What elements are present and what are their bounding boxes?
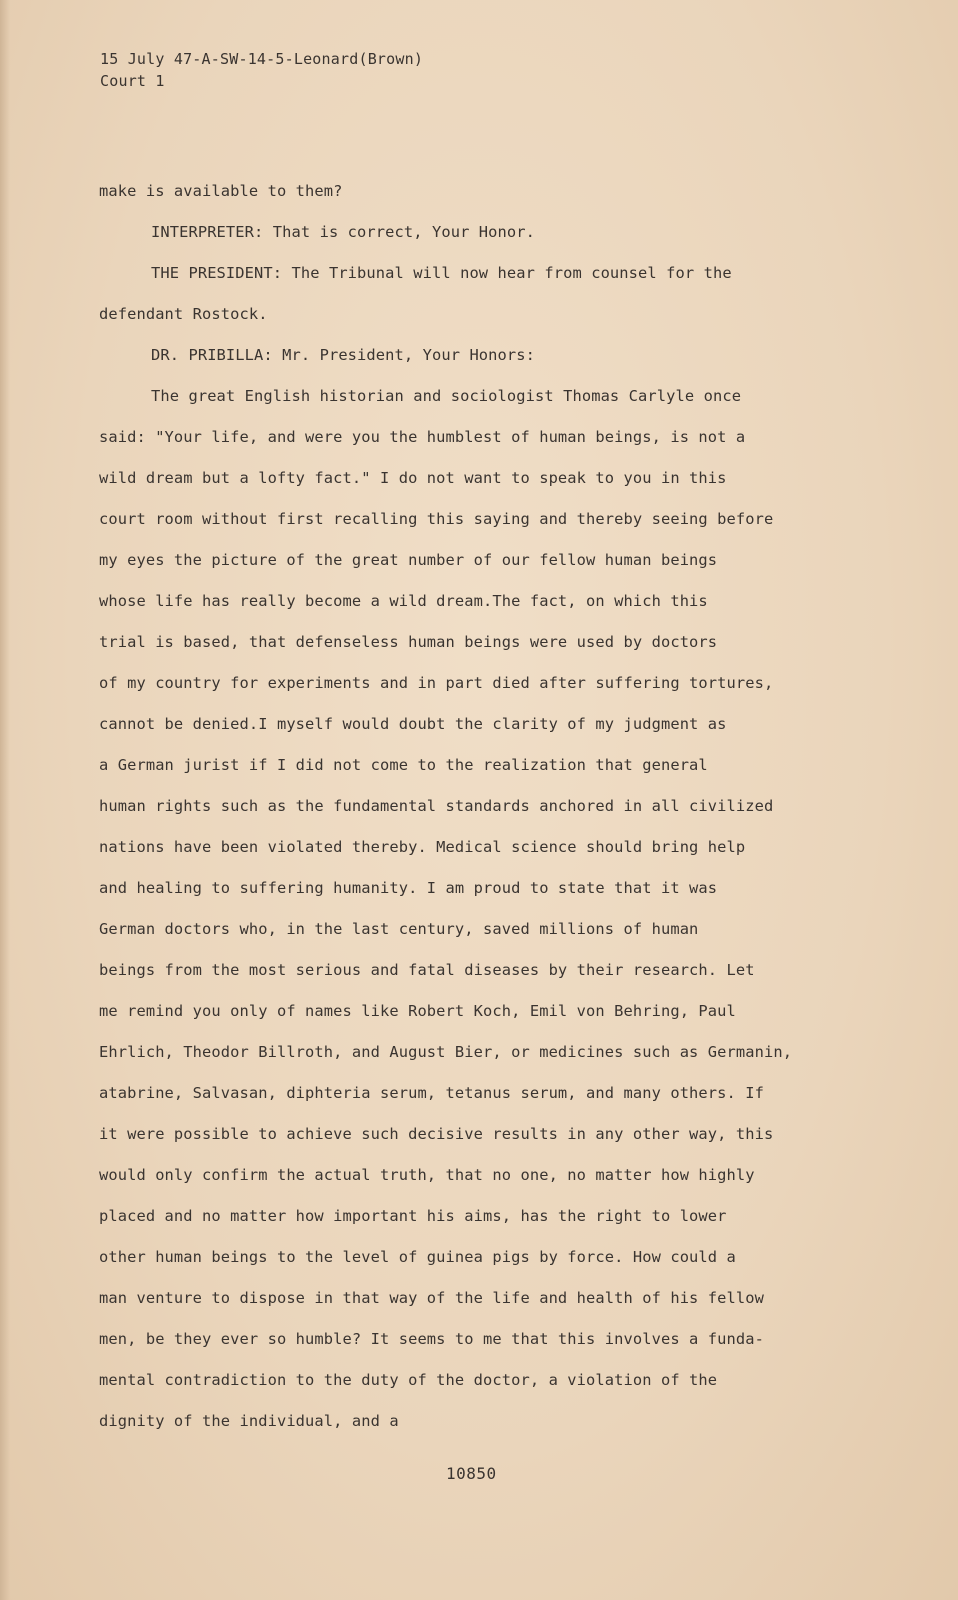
text-line: man venture to dispose in that way of the life and health of his fellow xyxy=(99,1289,764,1307)
text-line: THE PRESIDENT: The Tribunal will now hear from counsel for the xyxy=(151,264,732,282)
transcript-body xyxy=(99,171,879,1442)
text-line: and healing to suffering humanity. I am proud to state that it was xyxy=(99,879,718,897)
text-line: defendant Rostock. xyxy=(99,305,268,323)
text-line: placed and no matter how important his aims, has the right to lower xyxy=(99,1207,727,1225)
text-line: said: "Your life, and were you the humblest of human beings, is not a xyxy=(99,428,746,446)
text-line: of my country for experiments and in part died after suffering tortures, xyxy=(99,674,774,692)
header-date-line: 15 July 47-A-SW-14-5-Leonard(Brown) xyxy=(100,50,424,68)
text-line: wild dream but a lofty fact." I do not want to speak to you in this xyxy=(99,469,727,487)
page-number: 10850 xyxy=(446,1464,497,1483)
text-line: mental contradiction to the duty of the doctor, a violation of the xyxy=(99,1371,718,1389)
text-line: whose life has really become a wild dream.The fact, on which this xyxy=(99,592,708,610)
text-line: me remind you only of names like Robert Koch, Emil von Behring, Paul xyxy=(99,1002,736,1020)
text-line: my eyes the picture of the great number of our fellow human beings xyxy=(99,551,718,569)
text-line: men, be they ever so humble? It seems to me that this involves a funda- xyxy=(99,1330,764,1348)
text-line: human rights such as the fundamental standards anchored in all civilized xyxy=(99,797,774,815)
text-line: trial is based, that defenseless human beings were used by doctors xyxy=(99,633,718,651)
text-line: make is available to them? xyxy=(99,182,343,200)
text-line: other human beings to the level of guinea pigs by force. How could a xyxy=(99,1248,736,1266)
text-line: a German jurist if I did not come to the realization that general xyxy=(99,756,708,774)
text-line: dignity of the individual, and a xyxy=(99,1412,399,1430)
text-line: cannot be denied.I myself would doubt the clarity of my judgment as xyxy=(99,715,727,733)
text-line: atabrine, Salvasan, diphteria serum, tetanus serum, and many others. If xyxy=(99,1084,764,1102)
header-block xyxy=(100,48,423,92)
text-line: nations have been violated thereby. Medical science should bring help xyxy=(99,838,746,856)
text-line: court room without first recalling this saying and thereby seeing before xyxy=(99,510,774,528)
text-line: The great English historian and sociologist Thomas Carlyle once xyxy=(151,387,742,405)
text-line: beings from the most serious and fatal diseases by their research. Let xyxy=(99,961,755,979)
text-line: it were possible to achieve such decisive results in any other way, this xyxy=(99,1125,774,1143)
text-line: German doctors who, in the last century, saved millions of human xyxy=(99,920,699,938)
header-court-line: Court 1 xyxy=(100,72,165,90)
text-line: DR. PRIBILLA: Mr. President, Your Honors: xyxy=(151,346,536,364)
text-line: Ehrlich, Theodor Billroth, and August Bier, or medicines such as Germanin, xyxy=(99,1043,793,1061)
text-line: would only confirm the actual truth, that no one, no matter how highly xyxy=(99,1166,755,1184)
text-line: INTERPRETER: That is correct, Your Honor. xyxy=(151,223,536,241)
